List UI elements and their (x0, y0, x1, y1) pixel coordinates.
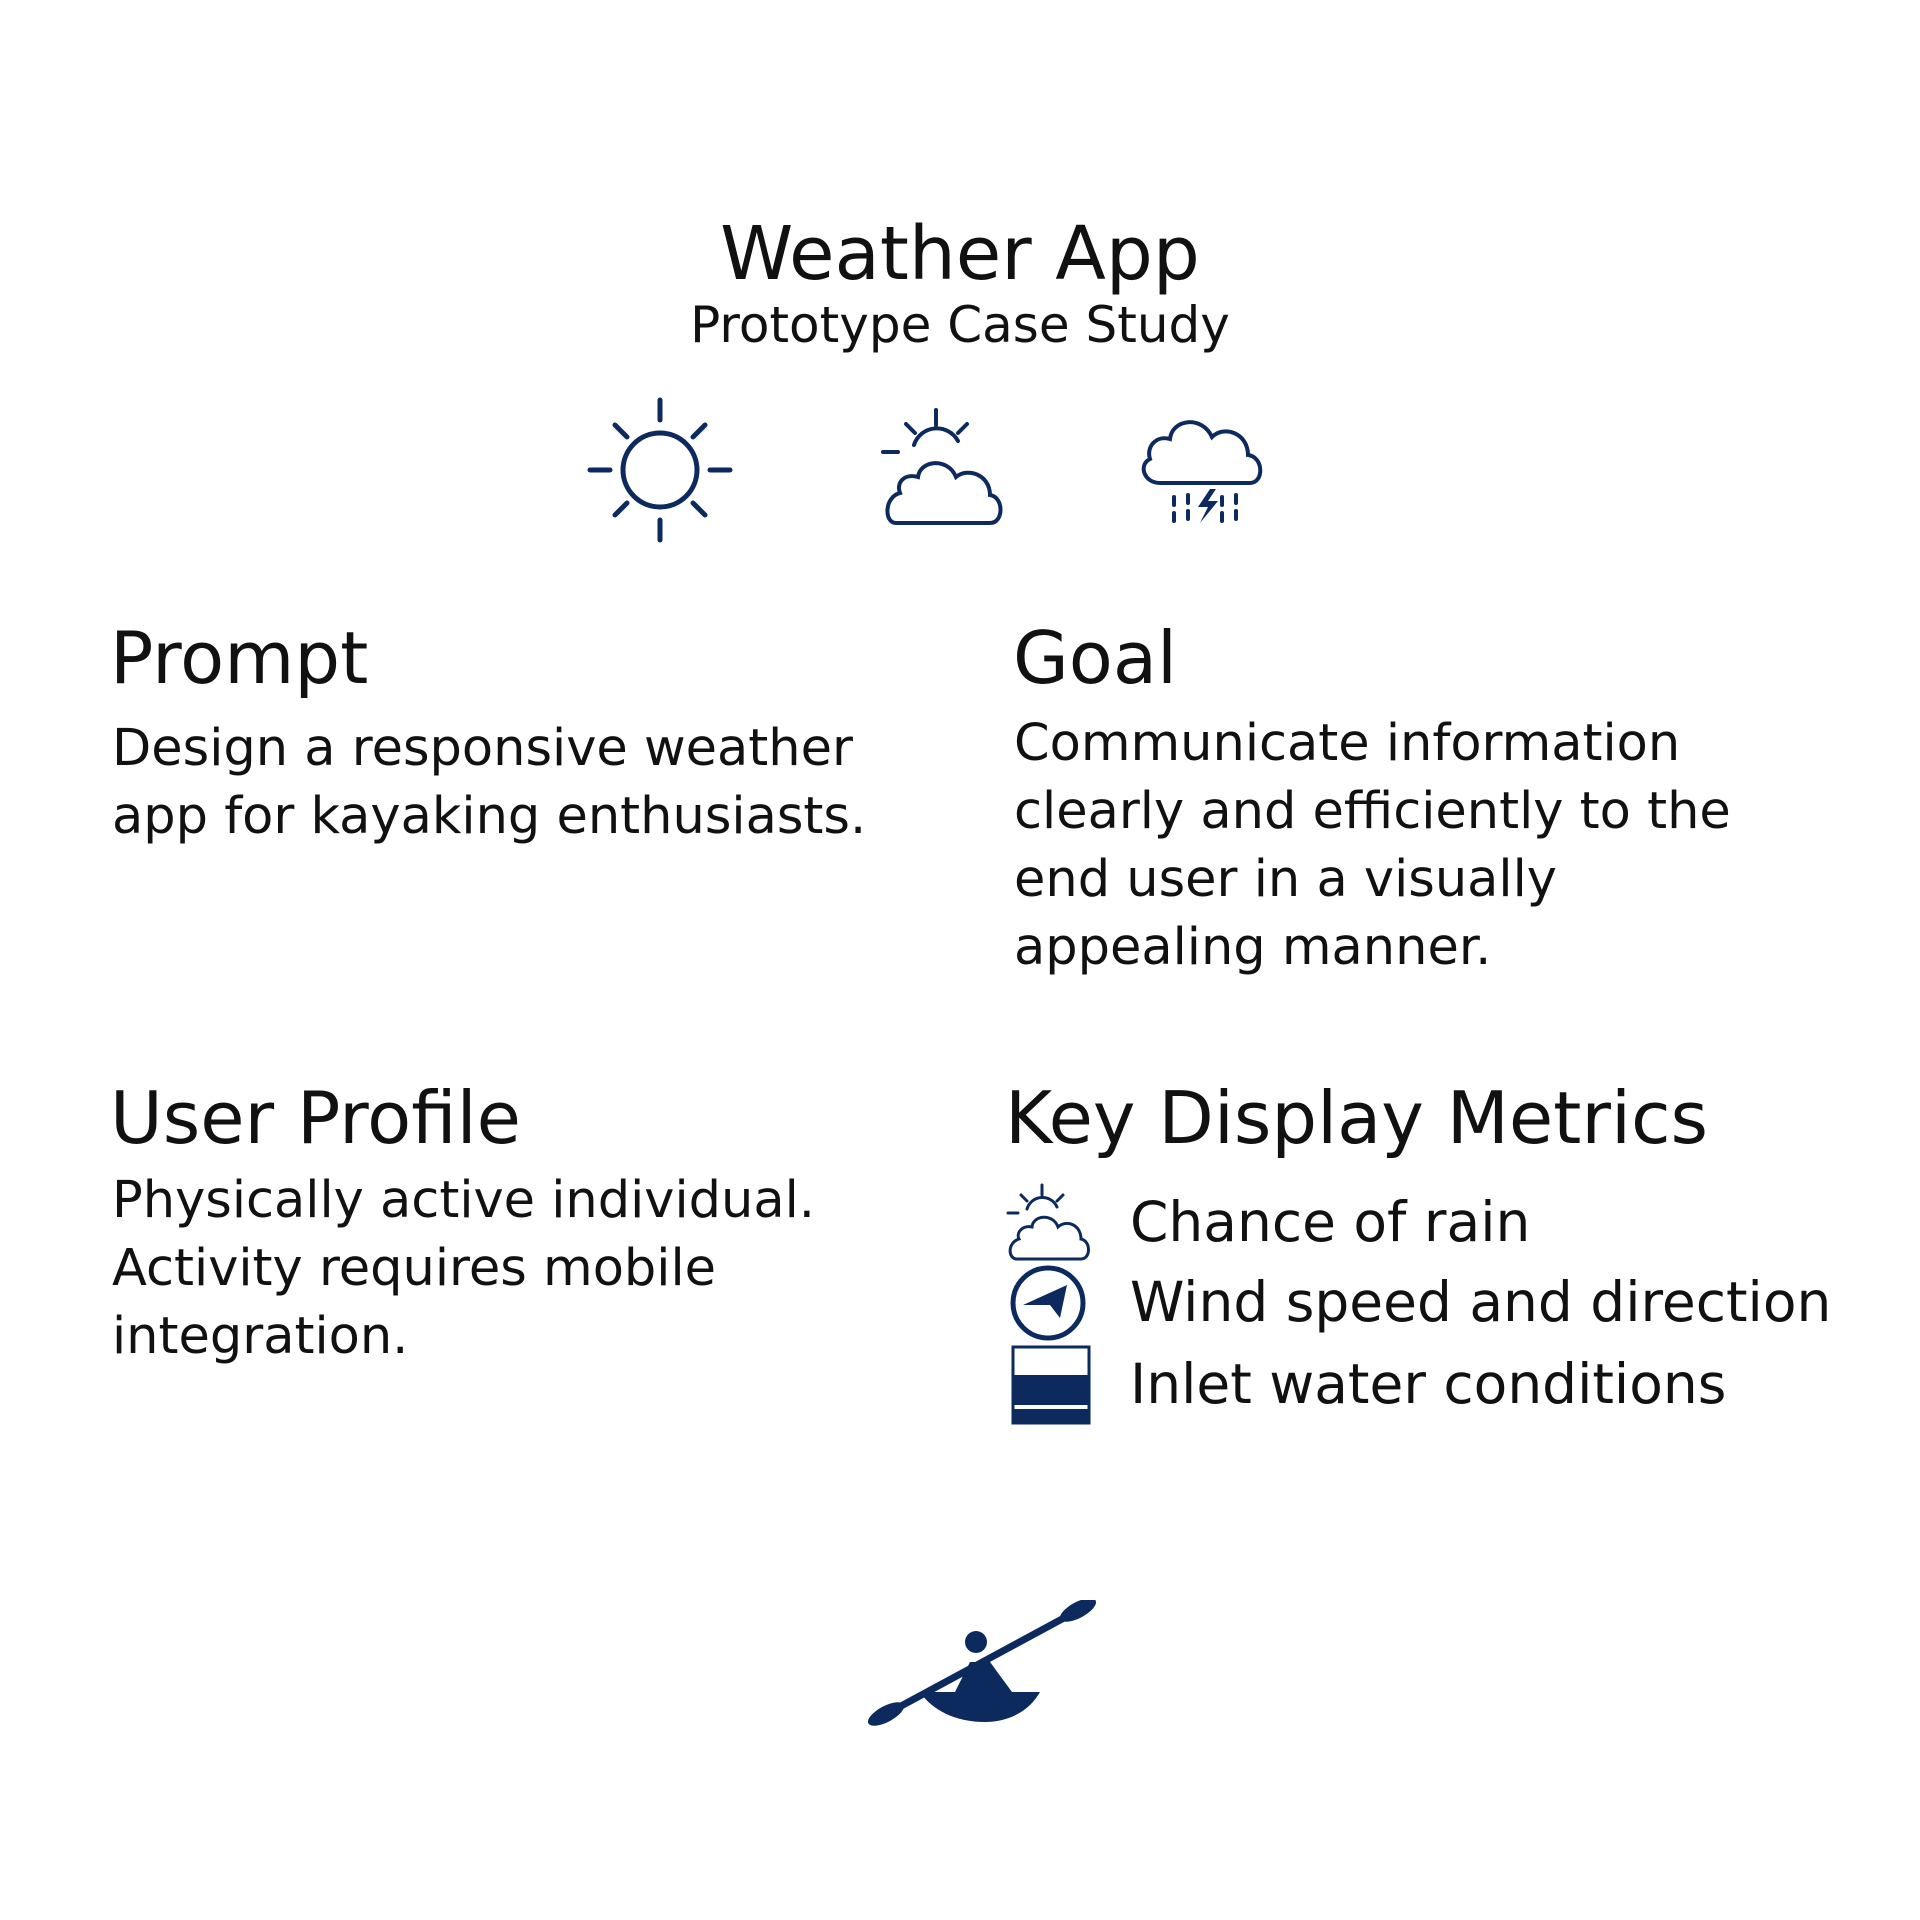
user-profile-heading: User Profile (110, 1076, 521, 1160)
user-profile-line: Physically active individual. (112, 1171, 815, 1230)
page-subtitle: Prototype Case Study (690, 296, 1230, 354)
metric-item-wind (1005, 1263, 1905, 1343)
metrics-heading: Key Display Metrics (1005, 1076, 1709, 1160)
water-level-icon (1005, 1345, 1095, 1425)
thunderstorm-icon (1140, 405, 1270, 535)
goal-line: Communicate information (1014, 714, 1681, 773)
prompt-line: Design a responsive weather (112, 719, 853, 778)
prompt-heading: Prompt (110, 616, 369, 700)
page-title: Weather App (720, 211, 1200, 297)
sun-icon (585, 395, 735, 545)
prompt-line: app for kayaking enthusiasts. (112, 787, 867, 846)
goal-line: end user in a visually (1014, 850, 1557, 909)
metric-item-water (1005, 1345, 1905, 1425)
metric-label: Chance of rain (1130, 1190, 1531, 1254)
user-profile-text (112, 1167, 815, 1371)
prompt-text (112, 715, 866, 851)
partly-cloudy-icon (878, 405, 1008, 535)
metric-label: Wind speed and direction (1130, 1270, 1832, 1334)
wind-direction-icon (1005, 1263, 1095, 1343)
user-profile-line: Activity requires mobile (112, 1239, 717, 1298)
kayaker-icon (850, 1600, 1110, 1730)
partly-cloudy-icon (1005, 1183, 1095, 1263)
goal-text (1014, 710, 1731, 982)
goal-heading: Goal (1013, 616, 1177, 700)
goal-line: clearly and efficiently to the (1014, 782, 1731, 841)
metric-label: Inlet water conditions (1130, 1352, 1727, 1416)
metric-item-chance-of-rain (1005, 1183, 1905, 1263)
user-profile-line: integration. (112, 1307, 409, 1366)
goal-line: appealing manner. (1014, 918, 1492, 977)
